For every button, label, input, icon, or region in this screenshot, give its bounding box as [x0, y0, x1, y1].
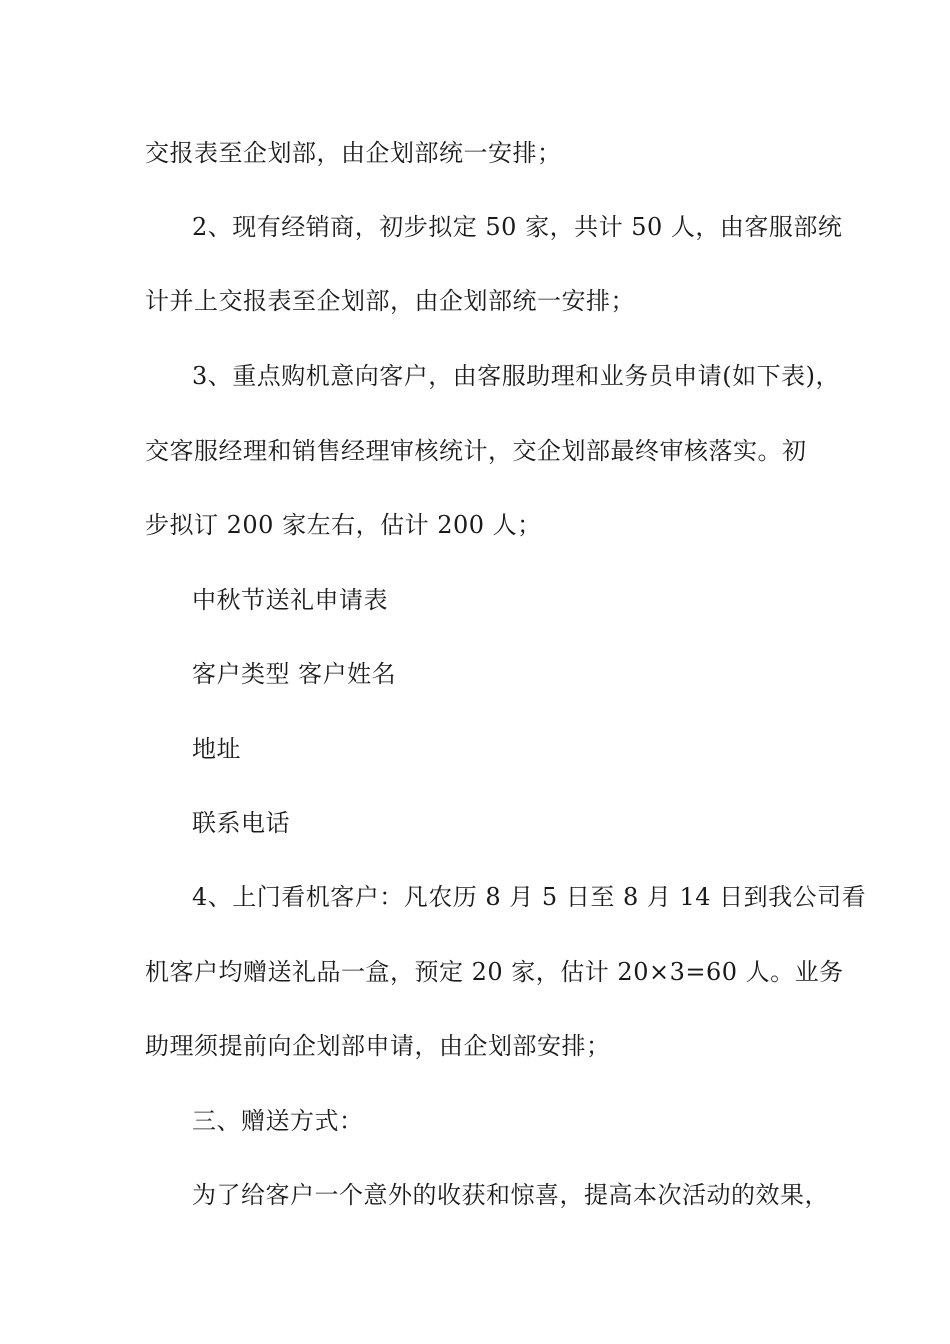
table-field-phone: 联系电话	[192, 809, 290, 837]
paragraph-line: 助理须提前向企划部申请，由企划部安排；	[145, 1032, 611, 1060]
paragraph-line: 机客户均赠送礼品一盒，预定 20 家，估计 20×3=60 人。业务	[145, 958, 844, 986]
section-heading: 三、赠送方式：	[192, 1107, 364, 1135]
table-field-address: 地址	[192, 735, 241, 763]
paragraph-line: 步拟订 200 家左右，估计 200 人；	[145, 511, 542, 539]
table-header-row: 客户类型 客户姓名	[192, 660, 397, 688]
paragraph-line: 计并上交报表至企划部，由企划部统一安排；	[145, 287, 635, 315]
paragraph-line: 为了给客户一个意外的收获和惊喜，提高本次活动的效果，	[192, 1181, 829, 1209]
paragraph-line: 2、现有经销商，初步拟定 50 家，共计 50 人，由客服部统	[192, 213, 843, 241]
table-title: 中秋节送礼申请表	[192, 586, 388, 614]
paragraph-line: 交报表至企划部，由企划部统一安排；	[145, 139, 562, 167]
paragraph-line: 交客服经理和销售经理审核统计，交企划部最终审核落实。初	[145, 437, 807, 465]
paragraph-line: 3、重点购机意向客户，由客服助理和业务员申请(如下表)，	[192, 362, 840, 390]
paragraph-line: 4、上门看机客户：凡农历 8 月 5 日至 8 月 14 日到我公司看	[192, 883, 867, 911]
